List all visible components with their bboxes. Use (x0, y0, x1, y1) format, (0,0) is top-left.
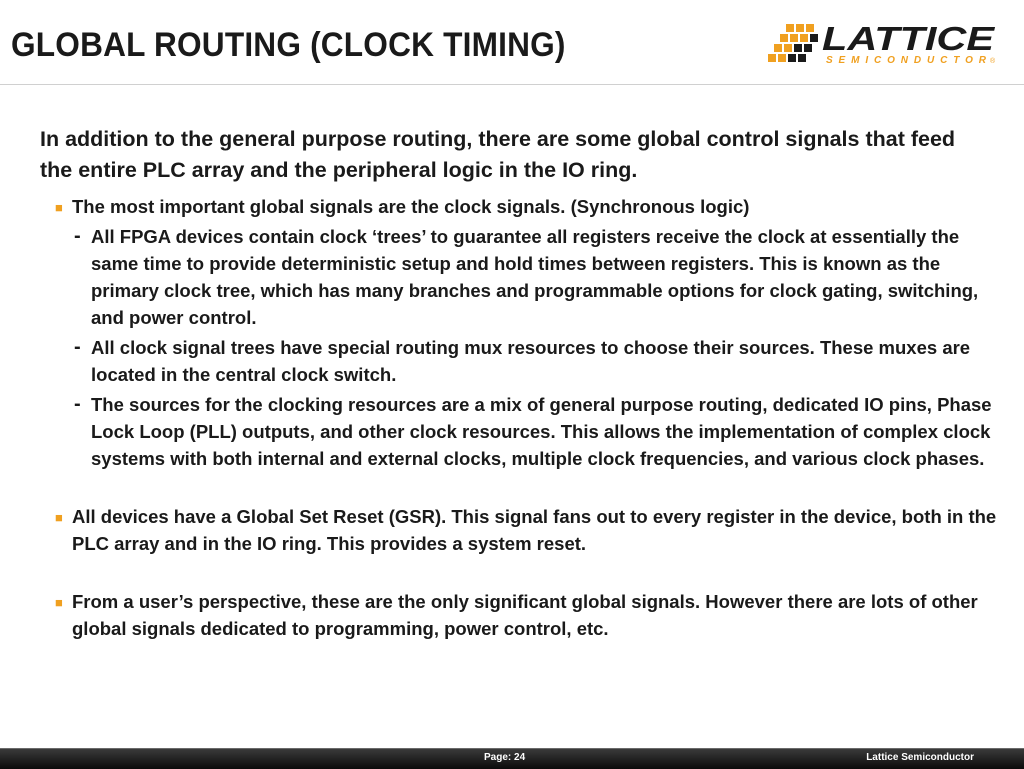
square-bullet-icon: ■ (55, 510, 63, 525)
bullet-item (40, 503, 1000, 557)
logo-registered-mark: ® (990, 58, 996, 65)
lattice-grid-logo-icon (768, 24, 818, 62)
logo-wordmark: LATTICE (822, 20, 996, 57)
dash-bullet-icon: - (74, 225, 81, 247)
slide-body (40, 124, 1000, 642)
square-bullet-icon: ■ (55, 200, 63, 215)
bullet-item (40, 193, 1000, 220)
square-bullet-icon: ■ (55, 595, 63, 610)
bullet-text: From a user’s perspective, these are the only significant global signals. However there are lots of other global signals dedicated to programming, power control, etc. (72, 591, 978, 639)
dash-bullet-icon: - (74, 393, 81, 415)
intro-paragraph: In addition to the general purpose routing, there are some global control signals that feed the entire PLC array and the peripheral logic in the IO ring. (40, 127, 956, 182)
footer-company-name: Lattice Semiconductor (866, 752, 974, 763)
logo-tagline: SEMICONDUCTOR (826, 55, 986, 66)
page-number: Page: 24 (484, 752, 526, 763)
title-divider (0, 84, 1024, 85)
dash-bullet-icon: - (74, 336, 81, 358)
bullet-text: The most important global signals are the clock signals. (Synchronous logic) (72, 196, 750, 217)
sub-bullet-text: All FPGA devices contain clock ‘trees’ to guarantee all registers receive the clock at essentially the same time to provide deterministic setup and hold times between registers. This is known as the primary clock tree, which has many branches and programmable options for clock gating, switching, and power control. (91, 226, 979, 328)
sub-bullet-text: All clock signal trees have special routing mux resources to choose their sources. These muxes are located in the central clock switch. (91, 337, 971, 385)
footer-bar (0, 748, 1024, 769)
bullet-text: All devices have a Global Set Reset (GSR). This signal fans out to every register in the device, both in the PLC array and in the IO ring. This provides a system reset. (72, 506, 997, 554)
sub-bullet-item (40, 334, 1000, 388)
bullet-item (40, 588, 1000, 642)
sub-bullet-item (40, 223, 1000, 331)
sub-bullet-item (40, 391, 1000, 472)
sub-bullet-text: The sources for the clocking resources are a mix of general purpose routing, dedicated IO pins, Phase Lock Loop (PLL) outputs, and other clock resources. This allows the implementation of complex clock systems with both internal and external clocks, multiple clock frequencies, and various clock phases. (91, 394, 992, 469)
lattice-logo (768, 20, 1000, 68)
slide-title: GLOBAL ROUTING (CLOCK TIMING) (11, 26, 566, 64)
